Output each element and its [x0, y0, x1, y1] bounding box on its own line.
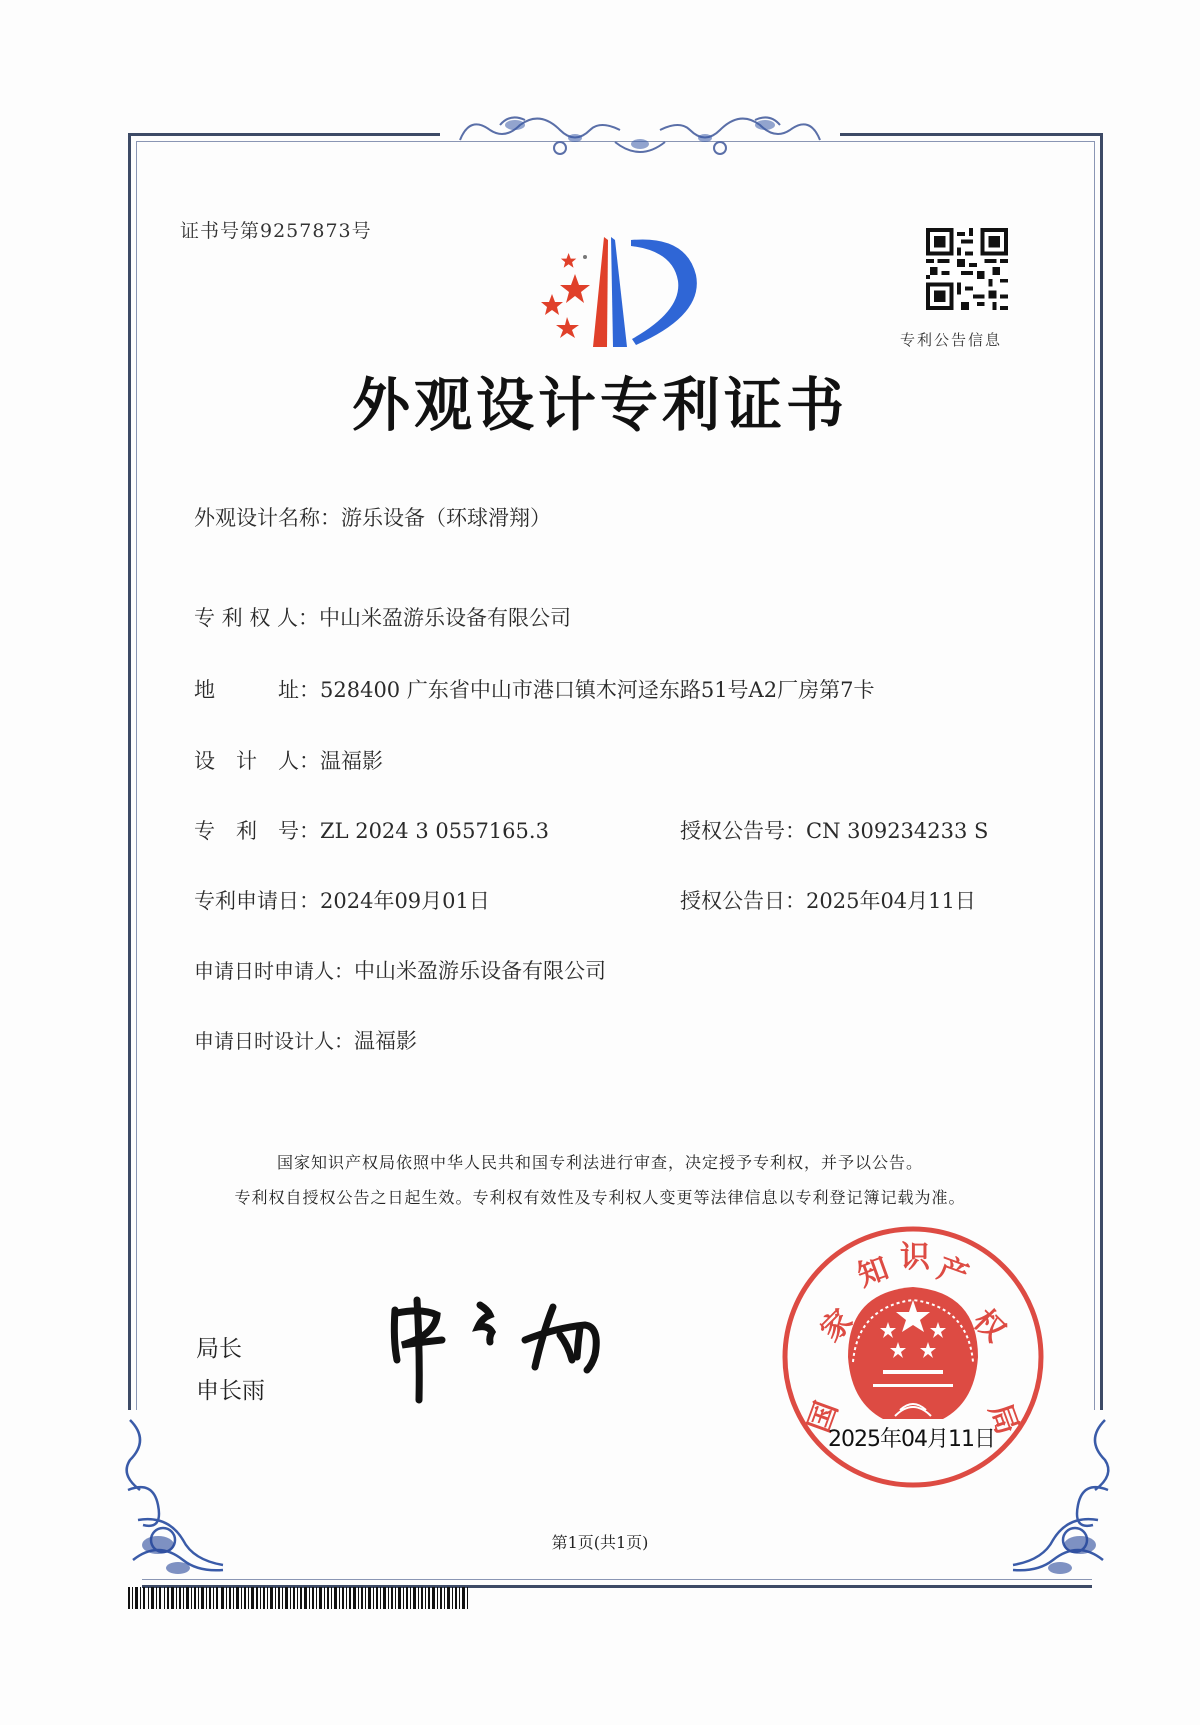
designer-at-filing-label: 申请日时设计人：: [194, 1029, 354, 1053]
svg-text:识: 识: [900, 1240, 930, 1275]
patentee-value: 中山米盈游乐设备有限公司: [319, 606, 572, 630]
design-name-value: 游乐设备（环球滑翔）: [341, 506, 551, 530]
field-grant-publication-number: [680, 815, 988, 845]
notice-line-1: 国家知识产权局依照中华人民共和国专利法进行审查，决定授予专利权，并予以公告。: [276, 1153, 923, 1172]
certificate-title: 外观设计专利证书: [351, 371, 848, 439]
director-title: 局长: [196, 1336, 242, 1362]
notice-line-2: 专利权自授权公告之日起生效。专利权有效性及专利权人变更等法律信息以专利登记簿记载为准。: [234, 1188, 966, 1207]
svg-text:家: 家: [813, 1302, 860, 1349]
svg-text:局: 局: [981, 1398, 1025, 1440]
page-number: 第1页(共1页): [551, 1533, 649, 1552]
director-name: 申长雨: [196, 1378, 265, 1404]
field-design-name: [194, 502, 551, 532]
svg-text:权: 权: [966, 1302, 1013, 1349]
designer-at-filing-value: 温福影: [354, 1029, 417, 1053]
address-value: 528400 广东省中山市港口镇木河迳东路51号A2厂房第7卡: [320, 678, 875, 702]
grant-publication-number-value: CN 309234233 S: [806, 819, 989, 843]
svg-text:国: 国: [801, 1397, 846, 1438]
designer-label: 设 计 人：: [194, 749, 320, 773]
svg-text:知: 知: [853, 1250, 894, 1295]
field-filing-date: [194, 885, 490, 915]
field-grant-publication-date: [680, 885, 976, 915]
certificate-number: 证书号第9257873号: [180, 220, 372, 242]
svg-text:产: 产: [932, 1250, 973, 1295]
filing-date-label: 专利申请日：: [194, 889, 320, 913]
patent-number-value: ZL 2024 3 0557165.3: [320, 819, 549, 843]
grant-publication-date-label: 授权公告日：: [680, 889, 806, 913]
patent-number-label: 专 利 号：: [194, 819, 320, 843]
field-patentee: [194, 602, 571, 632]
applicant-at-filing-value: 中山米盈游乐设备有限公司: [354, 959, 606, 983]
field-applicant-at-filing: [194, 955, 606, 985]
grant-publication-date-value: 2025年04月11日: [806, 889, 976, 913]
address-label: 地 址：: [194, 678, 320, 702]
top-ornament-icon: [440, 100, 840, 170]
filing-date-value: 2024年09月01日: [320, 889, 490, 913]
patentee-label: 专 利 权 人：: [194, 606, 320, 630]
corner-ornament-bottom-left-icon: [118, 1410, 238, 1590]
barcode-icon: [128, 1587, 468, 1609]
applicant-at-filing-label: 申请日时申请人：: [194, 959, 354, 983]
grant-publication-number-label: 授权公告号：: [680, 819, 806, 843]
designer-value: 温福影: [320, 749, 383, 773]
field-designer-at-filing: [194, 1025, 417, 1055]
field-designer: [194, 745, 383, 775]
field-address: [194, 674, 874, 704]
field-patent-number: [194, 815, 549, 845]
cnipa-logo-icon: [535, 222, 705, 352]
director-signature-icon: [385, 1295, 635, 1405]
seal-date: 2025年04月11日: [828, 1427, 995, 1452]
qr-code-label: 专利公告信息: [900, 331, 1003, 349]
design-name-label: 外观设计名称：: [194, 506, 341, 530]
qr-code-icon[interactable]: [926, 228, 1008, 310]
